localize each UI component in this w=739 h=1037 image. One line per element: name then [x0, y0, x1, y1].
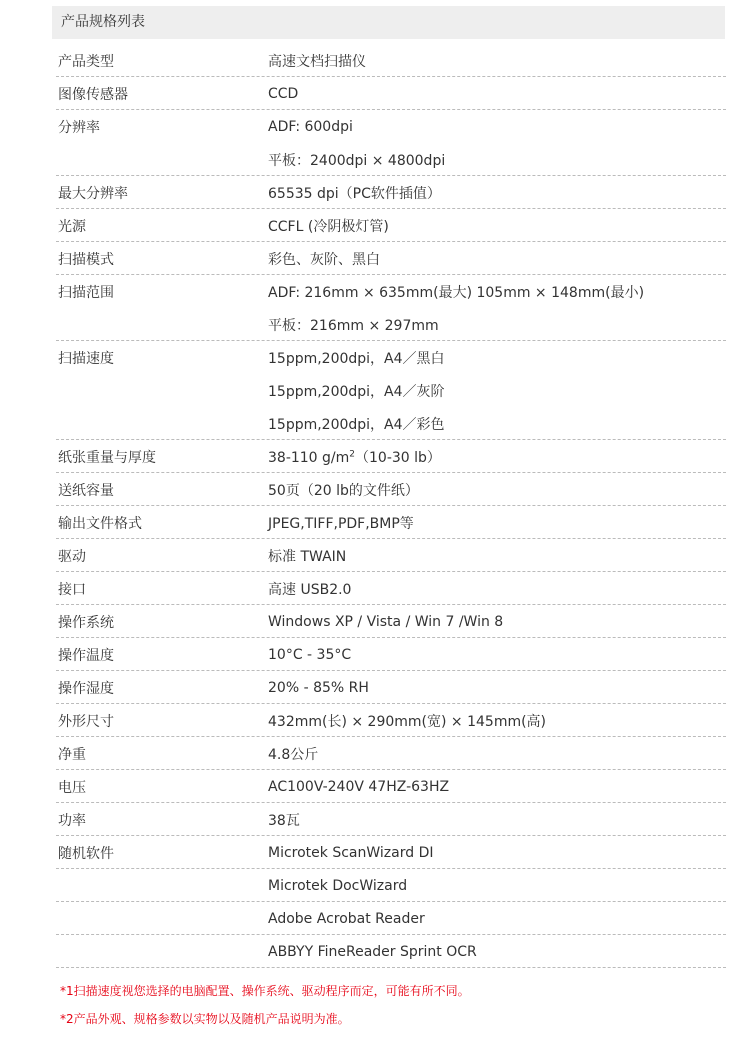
spec-label: 图像传感器 [58, 86, 128, 103]
spec-label: 扫描速度 [58, 350, 114, 367]
spec-label: 最大分辨率 [58, 185, 128, 202]
spec-row [56, 638, 726, 671]
spec-value-text: 彩色、灰阶、黑白 [268, 251, 380, 268]
spec-row [56, 440, 726, 473]
spec-row [56, 473, 726, 506]
spec-label: 扫描范围 [58, 284, 114, 301]
spec-row [56, 935, 726, 968]
spec-value-text: JPEG,TIFF,PDF,BMP等 [268, 515, 414, 532]
spec-value-text: 50页（20 lb的文件纸） [268, 482, 419, 499]
spec-row [56, 506, 726, 539]
spec-value-text: Microtek ScanWizard DI [268, 844, 434, 861]
footnotes [60, 980, 720, 1036]
spec-value-text: CCD [268, 85, 299, 102]
spec-label: 光源 [58, 218, 86, 235]
spec-value [268, 680, 726, 696]
spec-row [56, 308, 726, 341]
spec-value-text: 10°C - 35°C [268, 646, 352, 663]
spec-label: 外形尺寸 [58, 713, 114, 730]
spec-row [56, 572, 726, 605]
spec-row [56, 605, 726, 638]
spec-value [268, 911, 726, 927]
spec-table-header [52, 6, 725, 39]
spec-value [268, 249, 726, 269]
spec-row [56, 143, 726, 176]
spec-value-text: 38-110 g/m [268, 449, 350, 466]
spec-row [56, 176, 726, 209]
spec-label: 送纸容量 [58, 482, 114, 499]
spec-table [56, 44, 726, 968]
spec-value [268, 513, 726, 533]
spec-table-title: 产品规格列表 [61, 14, 145, 30]
spec-value [268, 183, 726, 203]
spec-row [56, 77, 726, 110]
spec-value [268, 647, 726, 663]
spec-value-text: 432mm(长) × 290mm(宽) × 145mm(高) [268, 713, 547, 730]
spec-row [56, 671, 726, 704]
spec-label: 随机软件 [58, 845, 114, 862]
spec-label: 操作系统 [58, 614, 114, 631]
spec-row [56, 770, 726, 803]
spec-value [268, 845, 726, 861]
spec-value-text: 20% - 85% RH [268, 679, 369, 696]
spec-row [56, 341, 726, 374]
spec-row [56, 407, 726, 440]
spec-label: 净重 [58, 746, 86, 763]
spec-value [268, 614, 726, 630]
spec-label: 产品类型 [58, 53, 114, 70]
spec-row [56, 704, 726, 737]
spec-value-text: 4.8公斤 [268, 746, 319, 763]
spec-value [268, 119, 726, 135]
spec-value [268, 86, 726, 102]
spec-value-text: 高速 USB2.0 [268, 581, 352, 598]
spec-label: 功率 [58, 812, 86, 829]
spec-row [56, 539, 726, 572]
spec-value-suffix: （10-30 lb） [355, 449, 441, 466]
spec-value-text: 38瓦 [268, 812, 300, 829]
spec-label: 纸张重量与厚度 [58, 449, 156, 466]
spec-value-superscript: 2 [349, 448, 356, 459]
spec-value [268, 381, 726, 401]
spec-value-text: 15ppm,200dpi，A4／彩色 [268, 416, 445, 433]
spec-value [268, 315, 726, 335]
spec-label: 接口 [58, 581, 86, 598]
spec-value [268, 216, 726, 236]
spec-value-text: Microtek DocWizard [268, 877, 408, 894]
spec-label: 输出文件格式 [58, 515, 142, 532]
spec-value [268, 414, 726, 434]
spec-label: 分辨率 [58, 119, 100, 136]
spec-value [268, 546, 726, 566]
spec-value-text: AC100V-240V 47HZ-63HZ [268, 778, 450, 795]
spec-value [268, 150, 726, 170]
spec-value [268, 348, 726, 368]
spec-value-text: 平板：216mm × 297mm [268, 317, 439, 334]
spec-value-text: ADF: 600dpi [268, 118, 353, 135]
spec-value-text: 平板：2400dpi × 4800dpi [268, 152, 446, 169]
spec-value-text: 15ppm,200dpi，A4／灰阶 [268, 383, 445, 400]
spec-value [268, 944, 726, 960]
spec-row [56, 902, 726, 935]
spec-row [56, 275, 726, 308]
spec-value-text: 65535 dpi（PC软件插值） [268, 185, 441, 202]
spec-value-text: 15ppm,200dpi，A4／黑白 [268, 350, 445, 367]
spec-value [268, 447, 726, 467]
spec-label: 电压 [58, 779, 86, 796]
spec-row [56, 110, 726, 143]
spec-value-text: 高速文档扫描仪 [268, 53, 366, 70]
spec-value-text: Adobe Acrobat Reader [268, 910, 425, 927]
spec-value [268, 744, 726, 764]
spec-value [268, 480, 726, 500]
spec-row [56, 803, 726, 836]
footnote: *1扫描速度视您选择的电脑配置、操作系统、驱动程序而定，可能有所不同。 [60, 984, 470, 998]
spec-value-text: Windows XP / Vista / Win 7 /Win 8 [268, 613, 504, 630]
spec-row [56, 44, 726, 77]
spec-label: 操作温度 [58, 647, 114, 664]
spec-row [56, 374, 726, 407]
spec-value [268, 579, 726, 599]
spec-value-text: ABBYY FineReader Sprint OCR [268, 943, 477, 960]
spec-label: 扫描模式 [58, 251, 114, 268]
spec-label: 驱动 [58, 548, 86, 565]
footnote: *2产品外观、规格参数以实物以及随机产品说明为准。 [60, 1012, 350, 1026]
spec-label: 操作湿度 [58, 680, 114, 697]
spec-value [268, 810, 726, 830]
spec-row [56, 209, 726, 242]
spec-value [268, 779, 726, 795]
spec-row [56, 836, 726, 869]
spec-value [268, 711, 726, 731]
spec-value [268, 51, 726, 71]
spec-value-text: 标准 TWAIN [268, 548, 347, 565]
spec-row [56, 242, 726, 275]
spec-value-text: CCFL (冷阴极灯管) [268, 218, 389, 235]
spec-value-text: ADF: 216mm × 635mm(最大) 105mm × 148mm(最小) [268, 284, 645, 301]
spec-row [56, 869, 726, 902]
spec-value [268, 878, 726, 894]
spec-value [268, 282, 726, 302]
spec-row [56, 737, 726, 770]
